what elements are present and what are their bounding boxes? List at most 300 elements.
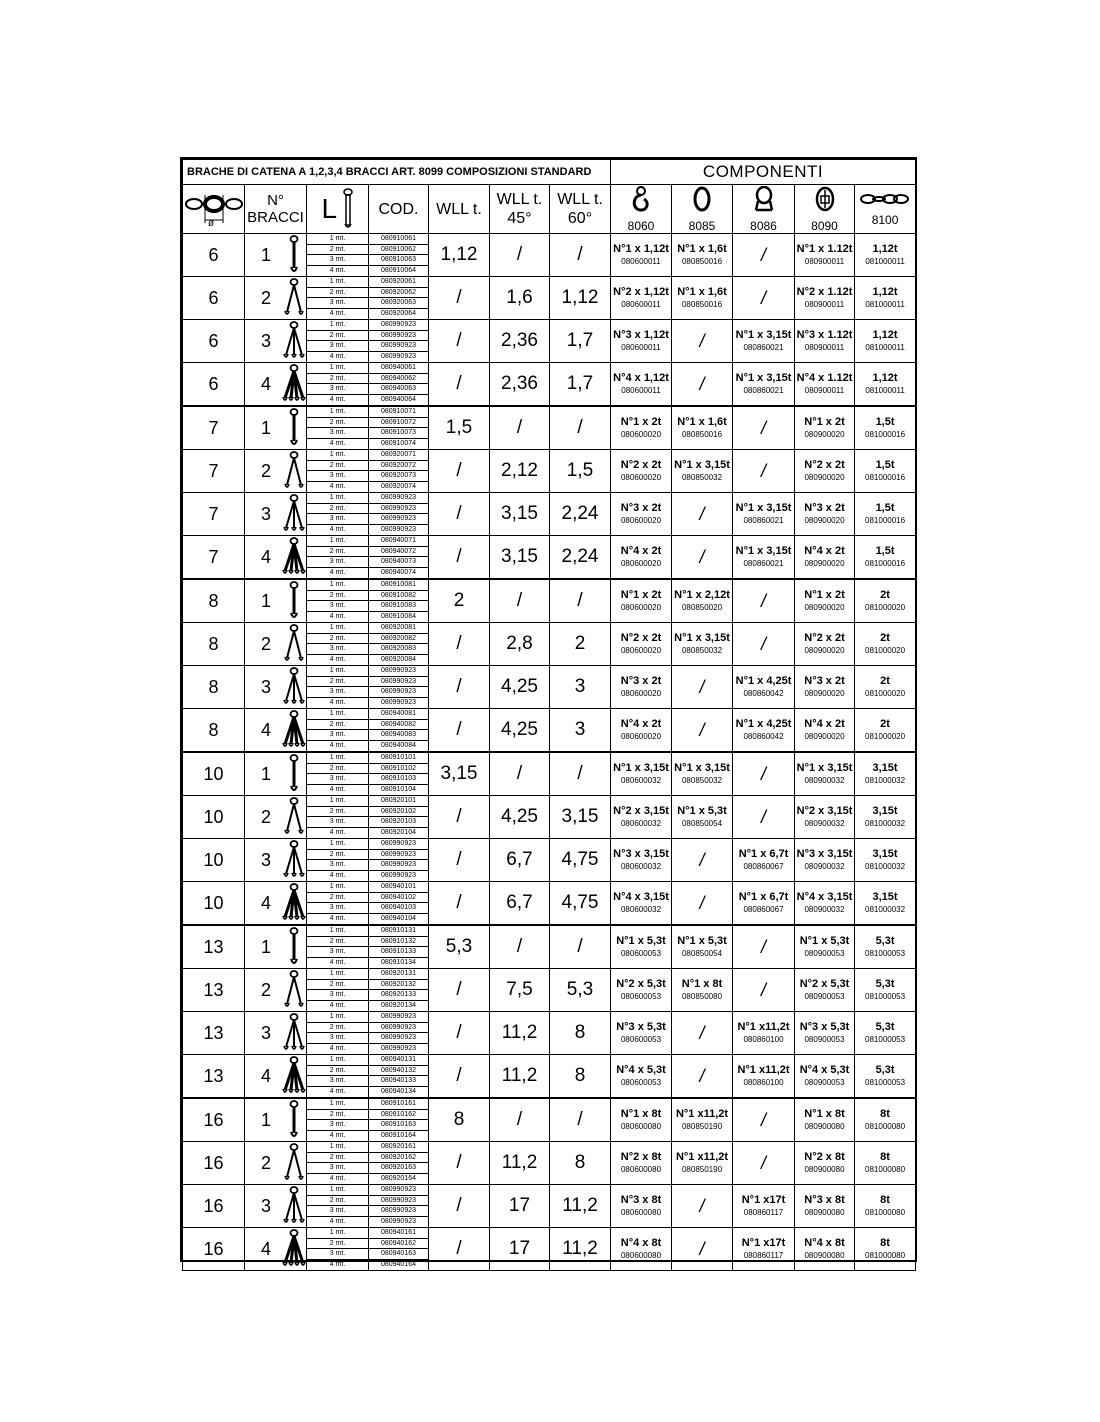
component-load: N°2 x 2t [620, 632, 662, 644]
component-8086-cell [733, 579, 795, 623]
length-value: 3 mt. [307, 1033, 368, 1044]
component-load: 3,15t [872, 762, 898, 774]
component-code: 081000020 [865, 603, 906, 612]
sling-3-leg-icon [282, 494, 306, 534]
component-load: 1,12t [872, 372, 898, 384]
codes-cell [369, 969, 429, 1012]
length-value: 4 mt. [329, 352, 346, 360]
component-8060-cell [611, 234, 672, 277]
article-code: 080920064 [380, 309, 417, 317]
component-8060-cell [611, 277, 672, 320]
component-load: 8t [880, 1237, 890, 1249]
article-code: 080990923 [369, 687, 428, 698]
table-row [183, 1055, 916, 1099]
length-value: 1 mt. [307, 1055, 368, 1066]
component-8090-cell [795, 1055, 855, 1099]
article-code: 080920074 [380, 482, 417, 490]
component-8086-cell [733, 493, 795, 536]
component-load: N°2 x 5,3t [799, 978, 850, 990]
master-assembly-icon [753, 186, 775, 212]
component-8085-cell [672, 536, 733, 580]
article-code: 080910063 [369, 255, 428, 266]
article-code: 080940104 [380, 914, 417, 922]
length-value: 3 mt. [307, 990, 368, 1001]
bracci-cell [245, 234, 307, 277]
component-8100-cell [855, 1185, 916, 1228]
length-value: 2 mt. [307, 937, 368, 948]
component-8090-cell [795, 882, 855, 926]
codes-cell [369, 1098, 429, 1142]
component-load: N°3 x 5,3t [616, 1021, 666, 1033]
wll-cell: / [429, 709, 490, 753]
diameter-cell: 8 [183, 709, 245, 753]
length-value: 1 mt. [307, 234, 368, 245]
component-load: 1,12t [872, 286, 898, 298]
article-code: 080920134 [380, 1001, 417, 1009]
component-8090-cell [795, 493, 855, 536]
component-load: N°1 x 3,15t [796, 762, 853, 774]
component-load: N°1 x 3,15t [735, 372, 792, 384]
wll60-cell: / [550, 1098, 611, 1142]
lengths-cell [307, 1228, 369, 1271]
component-8060-cell [611, 969, 672, 1012]
component-code: 080600032 [620, 776, 662, 785]
component-load: N°3 x 8t [620, 1194, 662, 1206]
component-code: 080850054 [681, 949, 723, 958]
wll45-header: WLL t. 45° [490, 185, 550, 234]
length-value: 4 mt. [329, 482, 346, 490]
component-8086-cell [733, 882, 795, 926]
component-8090-cell [795, 666, 855, 709]
wll45-cell: 11,2 [490, 1055, 550, 1099]
wll45-cell: 4,25 [490, 666, 550, 709]
article-code: 080920104 [380, 828, 417, 836]
component-code: 080860100 [743, 1078, 784, 1087]
sling-4-leg-icon [282, 883, 306, 923]
component-load: 1,5t [875, 502, 895, 514]
wll60-cell: 1,7 [550, 320, 611, 363]
wll60-cell: / [550, 579, 611, 623]
table-row [183, 1098, 916, 1142]
bracci-count: 3 [261, 850, 272, 870]
component-load: N°1 x 5,3t [677, 935, 727, 947]
sling-2-leg-icon [282, 624, 306, 664]
not-applicable: / [761, 806, 767, 827]
not-applicable: / [699, 719, 705, 740]
length-value: 4 mt. [329, 1217, 346, 1225]
component-8090-cell [795, 925, 855, 969]
sling-2-leg-icon [282, 797, 306, 837]
article-code: 080920102 [369, 807, 428, 818]
bracci-count: 3 [261, 1023, 272, 1043]
component-8085-cell [672, 1185, 733, 1228]
not-applicable: / [761, 460, 767, 481]
lengths-cell [307, 363, 369, 407]
article-code: 080920162 [369, 1153, 428, 1164]
diameter-cell: 6 [183, 277, 245, 320]
component-8090-cell [795, 320, 855, 363]
wll60-cell: 1,12 [550, 277, 611, 320]
components-title: COMPONENTI [611, 160, 916, 185]
component-code: 081000011 [865, 386, 905, 395]
component-load: N°2 x 2t [804, 632, 845, 644]
component-8060-cell [611, 363, 672, 407]
wll45-cell: 2,12 [490, 450, 550, 493]
component-load: N°4 x 1.12t [796, 372, 853, 384]
not-applicable: / [699, 1195, 705, 1216]
component-load: N°3 x 2t [804, 502, 845, 514]
lengths-cell [307, 277, 369, 320]
not-applicable: / [761, 979, 767, 1000]
wll60-cell: 4,75 [550, 882, 611, 926]
article-code: 080910103 [369, 774, 428, 785]
component-load: N°1 x 3,15t [674, 459, 730, 471]
component-load: 2t [880, 675, 890, 687]
codes-cell [369, 450, 429, 493]
sling-4-leg-icon [282, 537, 306, 577]
component-code: 080900080 [804, 1122, 845, 1131]
not-applicable: / [699, 676, 705, 697]
component-load: N°3 x 3,15t [796, 848, 853, 860]
wll45-cell: / [490, 752, 550, 796]
component-load: N°1 x 3,15t [674, 632, 730, 644]
component-code: 080600080 [620, 1122, 662, 1131]
component-load: N°4 x 2t [620, 545, 662, 557]
chain-length-icon [342, 188, 354, 230]
diameter-cell: 6 [183, 363, 245, 407]
component-8060-header: 8060 [611, 185, 672, 234]
component-load: N°1 x 2,12t [674, 589, 730, 601]
article-code: 080920084 [380, 655, 417, 663]
table-row [183, 709, 916, 753]
wll60-cell: / [550, 752, 611, 796]
component-code: 080600020 [620, 430, 662, 439]
component-8090-cell [795, 796, 855, 839]
article-code: 080940074 [380, 568, 417, 576]
component-code: 080600020 [620, 732, 662, 741]
length-value: 2 mt. [307, 504, 368, 515]
component-8085-cell [672, 320, 733, 363]
lengths-cell [307, 752, 369, 796]
component-code: 080900011 [804, 300, 845, 309]
diameter-cell: 16 [183, 1098, 245, 1142]
component-load: N°3 x 5,3t [799, 1021, 850, 1033]
component-8090-cell [795, 709, 855, 753]
component-8090-cell [795, 839, 855, 882]
wll-cell: 8 [429, 1098, 490, 1142]
cod-header: COD. [369, 185, 429, 234]
article-code: 080920133 [369, 990, 428, 1001]
wll-cell: 3,15 [429, 752, 490, 796]
length-value: 4 mt. [329, 1001, 346, 1009]
article-code: 080920061 [369, 277, 428, 288]
lengths-cell [307, 623, 369, 666]
component-code: 080900032 [804, 776, 845, 785]
wll60-cell: 11,2 [550, 1185, 611, 1228]
component-load: N°1 x 8t [681, 978, 723, 990]
bracci-count: 2 [261, 980, 272, 1000]
article-code: 080990923 [369, 514, 428, 525]
bracci-cell [245, 1228, 307, 1271]
component-8086-cell [733, 234, 795, 277]
article-code: 080940062 [369, 374, 428, 385]
wll-cell: / [429, 536, 490, 580]
component-8090-cell [795, 579, 855, 623]
component-load: N°1 x 8t [804, 1108, 845, 1120]
diameter-cell: 16 [183, 1185, 245, 1228]
wll60-cell: 2,24 [550, 493, 611, 536]
article-code: 080910082 [369, 591, 428, 602]
component-load: N°1 x 3,15t [735, 545, 792, 557]
bracci-cell [245, 623, 307, 666]
bracci-count: 4 [261, 374, 272, 394]
sling-3-leg-icon [282, 321, 306, 361]
chain-icon [860, 192, 910, 206]
wll45-cell: / [490, 406, 550, 450]
bracci-cell [245, 406, 307, 450]
lengths-cell [307, 666, 369, 709]
component-8100-cell [855, 709, 916, 753]
component-code: 080900011 [804, 343, 845, 352]
article-code: 080940163 [369, 1249, 428, 1260]
wll45-cell: 3,15 [490, 493, 550, 536]
article-code: 080940084 [380, 741, 417, 749]
component-load: N°3 x 1,12t [613, 329, 669, 341]
diameter-cell: 8 [183, 623, 245, 666]
component-load: N°1 x 4,25t [735, 675, 792, 687]
component-code: 080850016 [681, 300, 723, 309]
wll60-cell: 8 [550, 1055, 611, 1099]
wll-cell: / [429, 969, 490, 1012]
wll-cell: / [429, 882, 490, 926]
component-8060-cell [611, 925, 672, 969]
component-code: 080600020 [620, 689, 662, 698]
component-load: N°4 x 3,15t [796, 891, 853, 903]
component-code: 081000032 [865, 862, 906, 871]
component-load: N°1 x11,2t [737, 1064, 790, 1076]
component-load: N°2 x 3,15t [796, 805, 853, 817]
length-value: 2 mt. [307, 1110, 368, 1121]
length-value: 2 mt. [307, 764, 368, 775]
article-code: 080940064 [380, 395, 417, 403]
component-8085-cell [672, 450, 733, 493]
length-value: 2 mt. [307, 288, 368, 299]
component-load: N°3 x 2t [620, 502, 662, 514]
component-code: 080860067 [743, 862, 784, 871]
length-value: 3 mt. [307, 644, 368, 655]
bracci-count: 1 [261, 937, 272, 957]
component-load: N°1 x 2t [804, 416, 845, 428]
component-8060-cell [611, 1098, 672, 1142]
component-8100-cell [855, 536, 916, 580]
bracci-count: 1 [261, 418, 272, 438]
diameter-cell: 10 [183, 752, 245, 796]
sling-1-leg-icon [282, 927, 306, 967]
component-code: 081000016 [865, 559, 906, 568]
not-applicable: / [699, 330, 705, 351]
wll45-cell: / [490, 579, 550, 623]
wll45-cell: 4,25 [490, 796, 550, 839]
not-applicable: / [761, 590, 767, 611]
component-code: 080900080 [804, 1165, 845, 1174]
wll-cell: / [429, 1142, 490, 1185]
length-value: 2 mt. [307, 461, 368, 472]
wll-cell: 1,5 [429, 406, 490, 450]
component-load: N°1 x17t [741, 1194, 786, 1206]
component-8090-cell [795, 277, 855, 320]
bracci-count: 1 [261, 1110, 272, 1130]
diameter-cell: 8 [183, 579, 245, 623]
wll60-cell: 3 [550, 709, 611, 753]
component-load: 2t [880, 718, 890, 730]
length-value: 1 mt. [307, 493, 368, 504]
length-value: 2 mt. [307, 634, 368, 645]
component-load: 3,15t [872, 848, 898, 860]
table-row [183, 1012, 916, 1055]
component-8060-cell [611, 579, 672, 623]
lengths-cell [307, 450, 369, 493]
codes-cell [369, 1012, 429, 1055]
chain-diameter-icon [185, 187, 243, 227]
wll45-cell: / [490, 1098, 550, 1142]
length-value: 4 mt. [329, 1131, 346, 1139]
component-load: N°1 x 1,6t [677, 286, 727, 298]
diameter-cell: 13 [183, 1055, 245, 1099]
wll60-cell: 4,75 [550, 839, 611, 882]
article-code: 080940063 [369, 384, 428, 395]
component-8090-cell [795, 1228, 855, 1271]
component-8090-cell [795, 1012, 855, 1055]
component-code: 080850032 [681, 473, 723, 482]
article-code: 080910061 [369, 234, 428, 245]
length-value: 2 mt. [307, 980, 368, 991]
length-value: 1 mt. [307, 1012, 368, 1023]
bracci-count: 4 [261, 893, 272, 913]
lengths-cell [307, 1098, 369, 1142]
component-code: 080600020 [620, 603, 662, 612]
article-code: 080920131 [369, 969, 428, 980]
component-load: N°4 x 5,3t [799, 1064, 850, 1076]
length-value: 3 mt. [307, 601, 368, 612]
component-code: 081000011 [865, 300, 905, 309]
component-code: 080600080 [620, 1165, 662, 1174]
component-load: N°2 x 2t [804, 459, 845, 471]
wll45-cell: 17 [490, 1185, 550, 1228]
component-8090-cell [795, 363, 855, 407]
wll60-cell: 3,15 [550, 796, 611, 839]
article-code: 080910072 [369, 418, 428, 429]
length-value: 1 mt. [307, 536, 368, 547]
article-code: 080990923 [369, 1012, 428, 1023]
wll45-cell: 3,15 [490, 536, 550, 580]
length-value: 2 mt. [307, 591, 368, 602]
component-load: N°1 x11,2t [737, 1021, 790, 1033]
component-8100-cell [855, 1098, 916, 1142]
component-code: 081000020 [865, 732, 906, 741]
diameter-cell: 7 [183, 536, 245, 580]
length-value: 3 mt. [307, 1120, 368, 1131]
article-code: 080910164 [380, 1131, 417, 1139]
component-8086-cell [733, 1185, 795, 1228]
length-value: 2 mt. [307, 1196, 368, 1207]
length-label: L [321, 193, 338, 224]
wll-cell: / [429, 1228, 490, 1271]
component-code: 080900020 [804, 603, 845, 612]
lengths-cell [307, 493, 369, 536]
component-code: 081000011 [865, 257, 905, 266]
article-code: 080940101 [369, 882, 428, 893]
length-value: 3 mt. [307, 774, 368, 785]
component-code: 080900032 [804, 905, 845, 914]
article-code: 080910081 [369, 580, 428, 591]
article-code: 080990923 [369, 1185, 428, 1196]
article-code: 080940132 [369, 1066, 428, 1077]
table-row [183, 969, 916, 1012]
not-applicable: / [761, 936, 767, 957]
diameter-cell: 10 [183, 796, 245, 839]
article-code: 080910074 [380, 439, 417, 447]
length-value: 1 mt. [307, 969, 368, 980]
component-load: N°1 x 5,3t [677, 805, 727, 817]
component-load: N°4 x 1,12t [613, 372, 669, 384]
component-8090-cell [795, 969, 855, 1012]
codes-cell [369, 752, 429, 796]
not-applicable: / [761, 1109, 767, 1130]
length-value: 4 mt. [329, 1174, 346, 1182]
diameter-cell: 16 [183, 1142, 245, 1185]
sling-table [182, 159, 916, 1271]
length-value: 1 mt. [307, 796, 368, 807]
table-row [183, 320, 916, 363]
length-value: 2 mt. [307, 850, 368, 861]
component-load: N°1 x 8t [620, 1108, 662, 1120]
bracci-count: 3 [261, 677, 272, 697]
component-8100-cell [855, 1142, 916, 1185]
component-load: N°1 x 3,15t [735, 502, 792, 514]
component-load: N°4 x 2t [804, 718, 845, 730]
component-8085-cell [672, 234, 733, 277]
article-code: 080940061 [369, 363, 428, 374]
component-code: 081000080 [865, 1122, 906, 1131]
component-8100-cell [855, 579, 916, 623]
length-value: 1 mt. [307, 666, 368, 677]
component-8086-cell [733, 1142, 795, 1185]
length-value: 4 mt. [329, 309, 346, 317]
component-8086-cell [733, 623, 795, 666]
sling-3-leg-icon [282, 1013, 306, 1053]
component-load: N°4 x 2t [804, 545, 845, 557]
sling-4-leg-icon [282, 1056, 306, 1096]
wll-cell: / [429, 450, 490, 493]
component-code: 080600011 [621, 257, 661, 266]
wll45-cell: 7,5 [490, 969, 550, 1012]
component-8060-cell [611, 1142, 672, 1185]
table-row [183, 363, 916, 407]
bracci-cell [245, 320, 307, 363]
component-code: 080900032 [804, 862, 845, 871]
component-code: 080900020 [804, 689, 845, 698]
table-row [183, 234, 916, 277]
article-code: 080990923 [369, 677, 428, 688]
component-code: 080860100 [743, 1035, 784, 1044]
component-code: 080900011 [804, 257, 845, 266]
master-link-icon [691, 186, 713, 212]
article-code: 080990923 [380, 1044, 417, 1052]
length-value: 3 mt. [307, 428, 368, 439]
component-load: N°1 x11,2t [675, 1151, 729, 1163]
article-code: 080990923 [369, 341, 428, 352]
component-8090-cell [795, 450, 855, 493]
